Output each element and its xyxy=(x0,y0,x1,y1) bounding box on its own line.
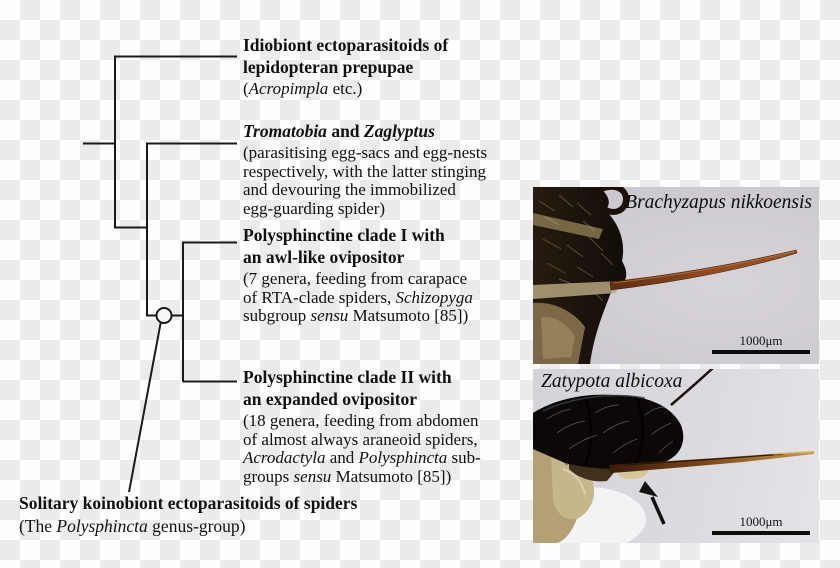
text-line: (7 genera, feeding from carapace xyxy=(243,269,468,288)
internal-node-circle xyxy=(157,308,172,323)
clade-description xyxy=(243,144,487,218)
text-line: of almost always araneoid spiders, xyxy=(243,429,478,449)
species-caption: Zatypota albicoxa xyxy=(541,371,683,392)
clade-title xyxy=(243,366,481,410)
text-line: Tromatobia and Zaglyptus xyxy=(243,121,435,141)
text-line: and devouring the immobilized xyxy=(243,180,456,199)
text-line: (The Polysphincta genus-group) xyxy=(19,515,246,536)
text-line: egg-guarding spider) xyxy=(243,198,386,218)
clade-idiobiont xyxy=(243,34,448,99)
clade-title xyxy=(243,120,487,142)
scale-label: 1000μm xyxy=(739,514,783,529)
text-line: Polysphinctine clade II with xyxy=(243,367,452,387)
text-line: an awl-like ovipositor xyxy=(243,247,405,267)
clade-polysphinctine-1 xyxy=(243,224,473,326)
photo-brachyzapus-nikkoensis xyxy=(533,187,819,364)
text-line: lepidopteran prepupae xyxy=(243,57,414,77)
text-line: an expanded ovipositor xyxy=(243,389,418,409)
scale-line xyxy=(712,531,810,535)
scale-line xyxy=(712,350,810,354)
photo-zatypota-albicoxa xyxy=(533,369,819,543)
text-line: (Acropimpla etc.) xyxy=(243,79,363,98)
clade-description xyxy=(243,80,448,99)
text-line: of RTA-clade spiders, Schizopyga xyxy=(243,287,473,307)
root-callout-line xyxy=(129,321,161,492)
clade-description xyxy=(243,412,481,486)
text-line: groups sensu Matsumoto [85]) xyxy=(243,466,452,486)
scale-bar xyxy=(712,334,810,354)
clade-description xyxy=(243,270,473,326)
clade-tromatobia-zaglyptus xyxy=(243,120,487,218)
text-line: Idiobiont ectoparasitoids of xyxy=(243,35,449,55)
text-line: Acrodactyla and Polysphincta sub- xyxy=(243,448,481,467)
text-line: (18 genera, feeding from abdomen xyxy=(243,411,479,430)
text-line: Polysphinctine clade I with xyxy=(243,225,445,245)
clade-title xyxy=(243,224,473,268)
text-line: (parasitising egg-sacs and egg-nests xyxy=(243,143,488,162)
clade-polysphinctine-2 xyxy=(243,366,481,486)
text-line: respectively, with the latter stinging xyxy=(243,161,486,181)
scale-bar xyxy=(712,515,810,535)
text-line: Solitary koinobiont ectoparasitoids of spiders xyxy=(19,493,358,513)
text-line: subgroup sensu Matsumoto [85]) xyxy=(243,306,469,325)
scale-label: 1000μm xyxy=(739,333,783,348)
clade-title xyxy=(243,34,448,78)
species-caption: Brachyzapus nikkoensis xyxy=(625,192,812,213)
root-group-label xyxy=(19,492,357,537)
